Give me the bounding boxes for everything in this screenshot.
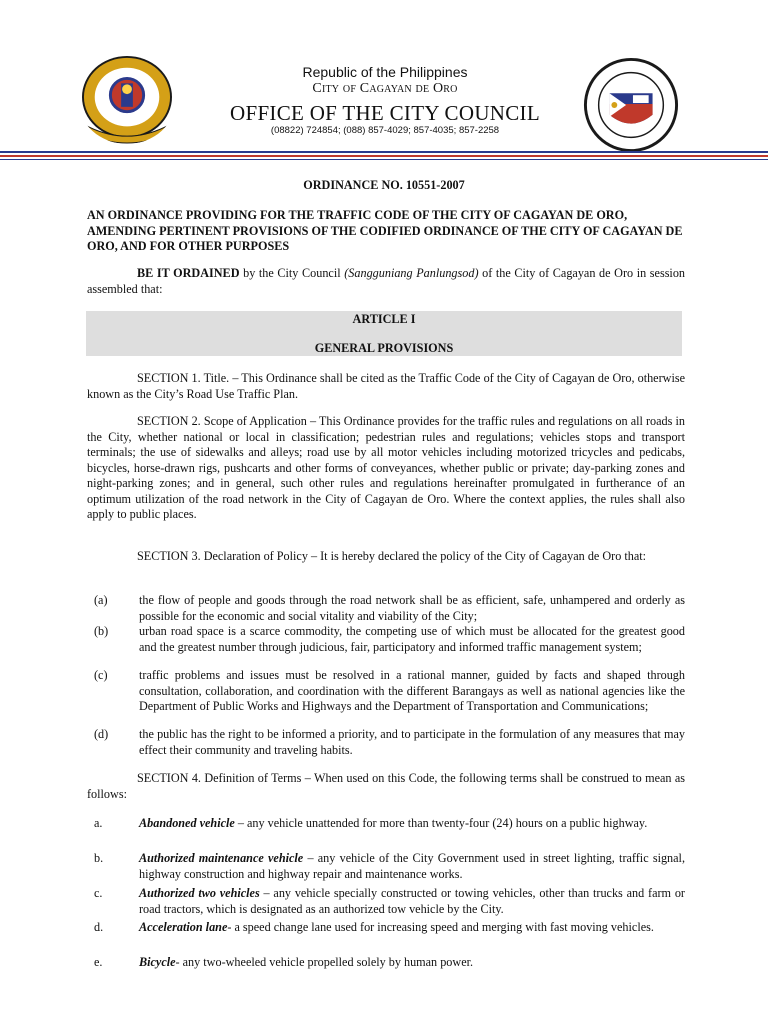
definition-b-text: – any vehicle of the City Government used in street lighting, traffic signal, highway construction and highway repair and maintenance works.	[139, 851, 685, 881]
header-phone-numbers: (08822) 724854; (088) 857-4029; 857-4035; 857-2258	[270, 125, 500, 136]
policy-a-text: the flow of people and goods through the road network shall be as efficient, safe, unhampered and orderly as possible for the economic and social vitality and viability of the City;	[139, 593, 685, 623]
definition-d-mark: d.	[94, 920, 104, 934]
definition-c-term: Authorized two vehicles	[139, 886, 260, 900]
article-number: ARTICLE I	[352, 312, 416, 326]
definition-e	[139, 955, 685, 971]
definition-a-text: – any vehicle unattended for more than twenty-four (24) hours on a public highway.	[234, 816, 648, 830]
definition-c-mark: c.	[94, 886, 103, 900]
header-republic: Republic of the Philippines	[302, 64, 468, 80]
definition-b	[139, 851, 685, 882]
article-title: GENERAL PROVISIONS	[314, 341, 454, 355]
definition-e-text: - any two-wheeled vehicle propelled solely by human power.	[175, 955, 474, 969]
policy-b-text: urban road space is a scarce commodity, the competing use of which must be allocated for the greatest good and the greatest number through judicious, fair, participatory and informed traffic management system;	[139, 624, 685, 654]
definition-b-mark: b.	[94, 851, 104, 865]
policy-d-text: the public has the right to be informed a priority, and to participate in the formulation of any measures that may effect their community and traveling habits.	[139, 727, 685, 757]
header-city: City of Cagayan de Oro	[312, 81, 458, 96]
definition-e-mark: e.	[94, 955, 103, 969]
policy-d-mark: (d)	[94, 727, 109, 741]
section-1: SECTION 1. Title. – This Ordinance shall be cited as the Traffic Code of the City of Cagayan de Oro, otherwise known as the City’s Road Use Traffic Plan.	[87, 371, 685, 401]
policy-b-mark: (b)	[94, 624, 109, 638]
definition-e-term: Bicycle	[139, 955, 176, 969]
policy-a-mark: (a)	[94, 593, 108, 607]
definition-d-term: Acceleration lane	[139, 920, 228, 934]
ordained-paragraph	[87, 266, 685, 297]
definition-d	[139, 920, 685, 936]
ordained-lead: BE IT ORDAINED	[137, 266, 240, 280]
city-seal-logo	[78, 54, 176, 144]
definition-d-text: - a speed change lane used for increasing speed and merging with fast moving vehicles.	[227, 920, 654, 934]
ordained-italic: (Sangguniang Panlungsod)	[344, 266, 479, 280]
section-4: SECTION 4. Definition of Terms – When used on this Code, the following terms shall be construed to mean as follows:	[87, 771, 685, 801]
ordained-part1: by the City Council	[239, 266, 345, 280]
definition-c	[139, 886, 685, 917]
definition-a-mark: a.	[94, 816, 103, 830]
policy-c-text: traffic problems and issues must be resolved in a rational manner, guided by facts and shaped through consultation, collaboration, and coordination with the different Barangays as well as national agencies like the Department of Public Works and Highways and the Department of Transportation and Communications;	[139, 668, 685, 713]
ordinance-number: ORDINANCE NO. 10551-2007	[303, 178, 465, 192]
council-seal-logo	[582, 56, 680, 154]
section-2: SECTION 2. Scope of Application – This Ordinance provides for the traffic rules and regulations on all roads in the City, whether national or local in classification; pedestrian rules and regulations; vehicles stops and transport terminals; the use of sidewalks and alleys; road use by all motor vehicles including motorized tricycles and pedicabs, bicycles, horse-drawn rigs, pushcarts and other forms of conveyances, whether public or private; day-parking zones and night-parking zones; and in general, such other rules and regulations hereinafter promulgated in furtherance of an optimum utilization of the road network in the City of Cagayan de Oro. Where the context applies, the rules shall also apply to public places.	[87, 414, 685, 521]
ordinance-title: AN ORDINANCE PROVIDING FOR THE TRAFFIC CODE OF THE CITY OF CAGAYAN DE ORO, AMENDING PERTINENT PROVISIONS OF THE CODIFIED ORDINANCE OF THE CITY OF CAGAYAN DE ORO, AND FOR OTHER PURPOSES	[87, 208, 683, 253]
definition-a	[139, 816, 685, 832]
policy-c-mark: (c)	[94, 668, 108, 682]
header-office-title: OFFICE OF THE CITY COUNCIL	[230, 101, 540, 125]
header-rule-blue-thin	[0, 159, 768, 160]
ordained-part2: of the City of Cagayan de Oro in session assembled that:	[87, 266, 686, 296]
definition-c-text: – any vehicle specially constructed or towing vehicles, other than trucks and farm or road tractors, which is designated as an authorized tow vehicle by the City.	[139, 886, 685, 916]
section-3: SECTION 3. Declaration of Policy – It is hereby declared the policy of the City of Cagayan de Oro that:	[137, 549, 647, 563]
header-rule-red	[0, 155, 768, 157]
definition-b-term: Authorized maintenance vehicle	[139, 851, 304, 865]
header-rule-blue	[0, 151, 768, 153]
definition-a-term: Abandoned vehicle	[139, 816, 235, 830]
